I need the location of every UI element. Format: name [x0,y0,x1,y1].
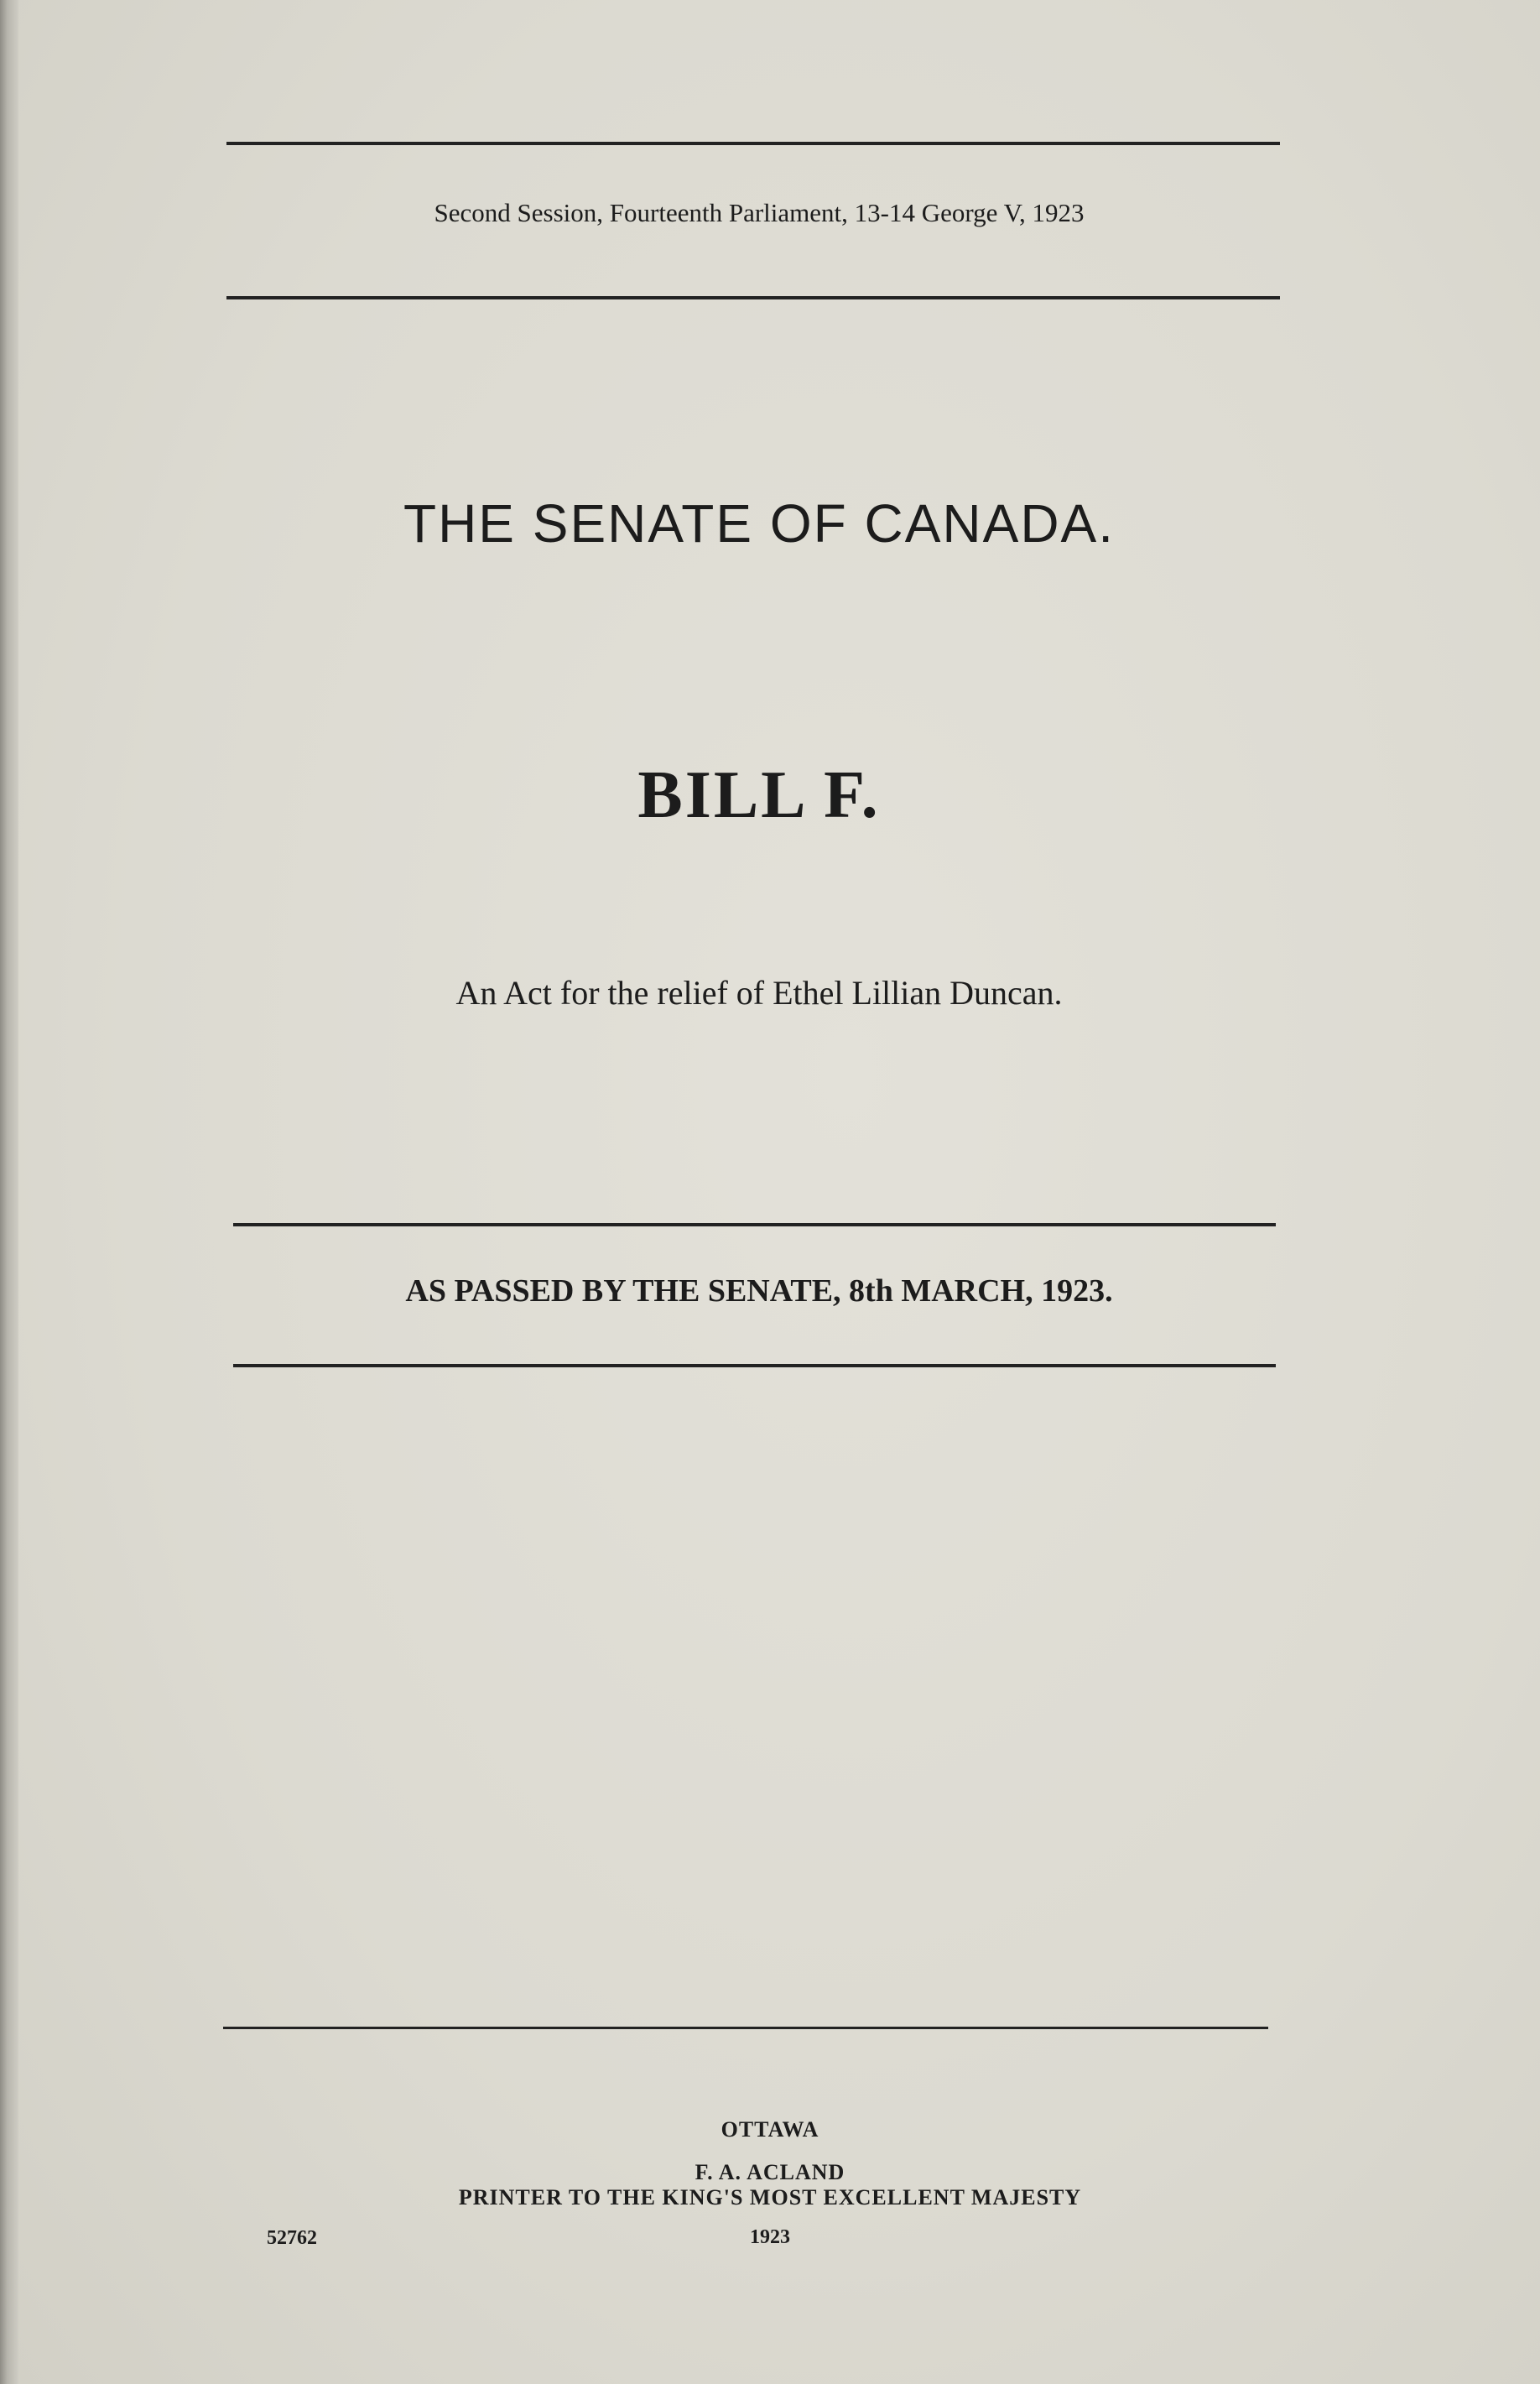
top-rule-upper [226,142,1280,145]
top-rule-lower [226,296,1280,299]
act-title: An Act for the relief of Ethel Lillian Duncan. [455,974,1063,1012]
imprint-city: OTTAWA [721,2117,819,2142]
session-line: Second Session, Fourteenth Parliament, 13-14 George V, 1923 [434,198,1085,227]
imprint-year: 1923 [750,2226,790,2248]
passed-status-line: AS PASSED BY THE SENATE, 8th MARCH, 1923. [405,1273,1113,1309]
binding-edge [0,0,18,2384]
passed-rule-upper [233,1223,1276,1226]
senate-title: THE SENATE OF CANADA. [403,493,1116,554]
imprint-rule [223,2027,1268,2029]
imprint-printer-title: PRINTER TO THE KING'S MOST EXCELLENT MAJESTY [458,2185,1082,2210]
bill-title: BILL F. [637,758,881,832]
passed-rule-lower [233,1364,1276,1367]
print-number: 52762 [267,2227,317,2249]
imprint-printer: F. A. ACLAND [695,2160,845,2184]
